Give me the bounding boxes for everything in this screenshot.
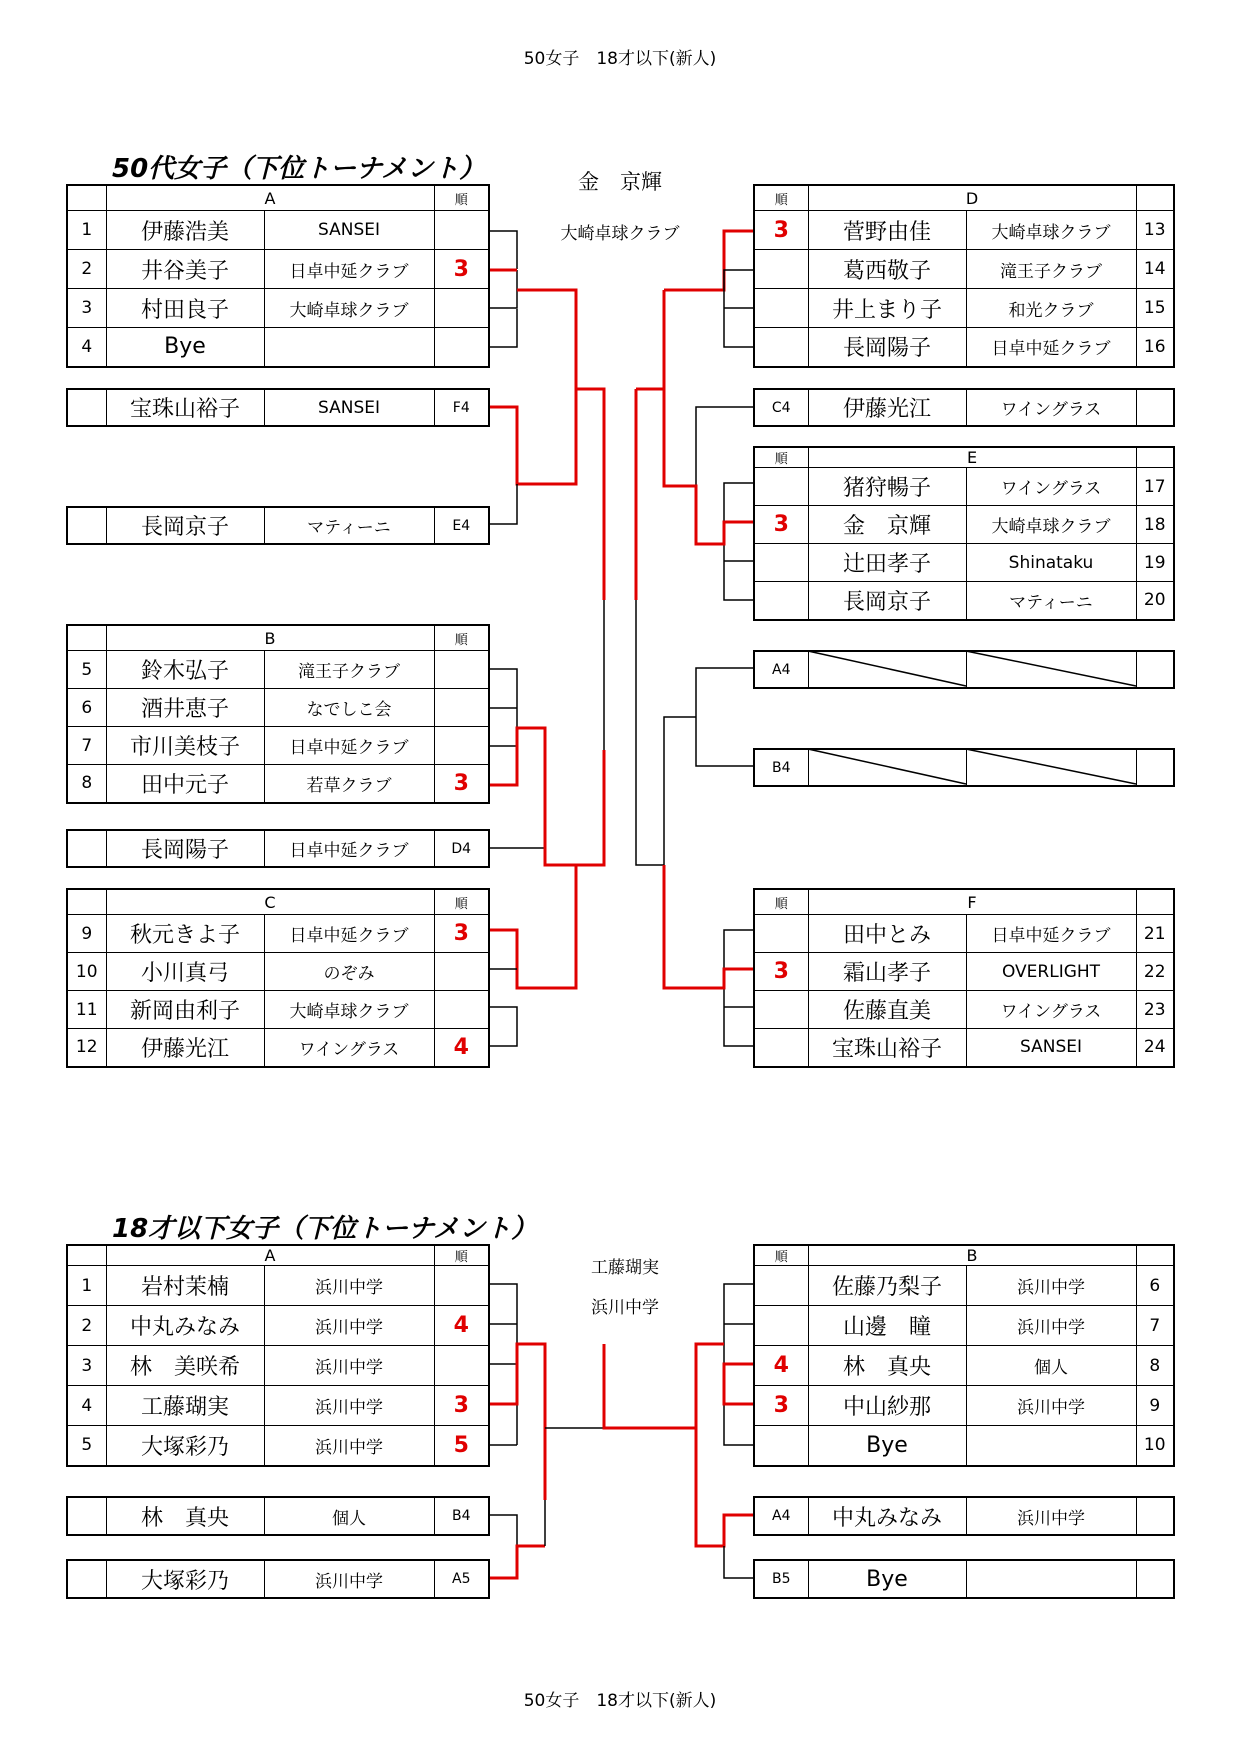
player-club: ワイングラス [966,389,1136,426]
player-club: 日卓中延クラブ [264,830,434,867]
player-no: 22 [1136,953,1174,991]
player-club: 滝王子クラブ [264,651,434,689]
player-name: 工藤瑚実 [106,1386,264,1426]
player-club: 個人 [966,1346,1136,1386]
group-label: B [808,1245,1136,1266]
player-club: ワイングラス [966,991,1136,1029]
winner-line [696,1344,724,1428]
player-rank: 3 [434,915,489,953]
strike-line [808,749,966,784]
player-club: 浜川中学 [966,1306,1136,1346]
bracket-connector [490,484,517,524]
player-name: 小川真弓 [106,953,264,991]
bracket-group-e [664,389,753,600]
player-club: SANSEI [264,389,434,426]
player-name: 岩村茉楠 [106,1266,264,1306]
winner-line [490,1546,545,1578]
player-rank: 3 [754,211,808,250]
bracket-connector [724,930,753,1046]
player-no: 14 [1136,250,1174,289]
player-club: 大崎卓球クラブ [264,991,434,1029]
player-no: 3 [67,1346,106,1386]
winner-line [576,750,604,865]
player-rank: 3 [754,506,808,544]
player-name: 霜山孝子 [808,953,966,991]
player-name: 林 真央 [808,1346,966,1386]
rank-header: 順 [754,185,808,211]
player-name: 佐藤直美 [808,991,966,1029]
upper-champion-club: 大崎卓球クラブ [560,224,680,244]
player-club: 日卓中延クラブ [264,915,434,953]
bracket-lower-right [696,1284,753,1578]
player-no: 7 [67,727,106,765]
player-no: 9 [1136,1386,1174,1426]
player-no: 9 [67,915,106,953]
bracket-connector [696,407,753,486]
player-rank: 4 [754,1346,808,1386]
player-no: 1 [67,211,106,250]
player-club: マティーニ [966,582,1136,620]
seed-label: C4 [754,389,808,426]
player-name: 猪狩暢子 [808,468,966,506]
bracket-connector [724,483,753,600]
player-name: 林 美咲希 [106,1346,264,1386]
player-name: 長岡陽子 [808,328,966,367]
player-name: 井上まり子 [808,289,966,328]
player-no: 21 [1136,915,1174,953]
player-club: 浜川中学 [264,1266,434,1306]
player-name: 宝珠山裕子 [808,1029,966,1067]
player-no: 8 [1136,1346,1174,1386]
player-club: のぞみ [264,953,434,991]
winner-line [490,389,576,484]
winner-line [636,290,664,389]
winner-line [545,816,576,865]
player-no: 23 [1136,991,1174,1029]
strike-line [808,651,966,686]
player-club: 大崎卓球クラブ [966,506,1136,544]
winner-line [724,1364,753,1404]
player-club: 浜川中学 [264,1306,434,1346]
player-name: 田中元子 [106,765,264,803]
player-no: 8 [67,765,106,803]
player-name: 伊藤光江 [808,389,966,426]
player-no: 7 [1136,1306,1174,1346]
player-name: 村田良子 [106,289,264,328]
player-club: 日卓中延クラブ [264,250,434,289]
winner-line [490,728,545,816]
bracket-connector [490,1007,517,1046]
player-name: Bye [808,1560,966,1598]
player-name: 辻田孝子 [808,544,966,582]
player-no: 13 [1136,211,1174,250]
player-club: 和光クラブ [966,289,1136,328]
winner-line [664,231,753,290]
player-name: 酒井恵子 [106,689,264,727]
group-label: D [808,185,1136,211]
group-label: F [808,889,1136,915]
player-club: マティーニ [264,507,434,544]
seed-label: A5 [434,1560,489,1598]
player-name: 佐藤乃梨子 [808,1266,966,1306]
player-rank: 3 [434,1386,489,1426]
bracket-lower-left [490,1284,696,1578]
rank-header: 順 [754,889,808,915]
player-name: 田中とみ [808,915,966,953]
player-no: 11 [67,991,106,1029]
seed-label: A4 [754,651,808,688]
page-footer: 50女子 18才以下(新人) [523,1691,717,1711]
player-no: 10 [67,953,106,991]
player-rank: 5 [434,1426,489,1466]
lower-champion-name: 工藤瑚実 [591,1258,659,1278]
bracket-connector [490,309,517,347]
player-no: 5 [67,1426,106,1466]
player-club: 大崎卓球クラブ [264,289,434,328]
player-name: Bye [106,328,264,367]
player-club: 浜川中学 [966,1386,1136,1426]
bracket-connector [490,1515,517,1578]
player-name: 長岡京子 [106,507,264,544]
player-club: 日卓中延クラブ [966,915,1136,953]
player-club: 浜川中学 [264,1560,434,1598]
bracket-group-a [490,231,517,347]
bracket-connector [696,668,753,766]
bracket-group-f [636,600,753,1046]
player-name: 長岡京子 [808,582,966,620]
player-club: 滝王子クラブ [966,250,1136,289]
player-club: SANSEI [264,211,434,250]
bracket-connector [490,270,517,308]
player-name: 山邊 瞳 [808,1306,966,1346]
bracket-connector [664,717,696,865]
player-name: 林 真央 [106,1497,264,1535]
player-club: 日卓中延クラブ [966,328,1136,367]
strike-line [966,749,1136,784]
player-no: 4 [67,1386,106,1426]
bracket-round-a-f4-e4 [490,290,604,600]
player-club: 日卓中延クラブ [264,727,434,765]
player-club: OVERLIGHT [966,953,1136,991]
player-rank: 3 [754,953,808,991]
player-club: 若草クラブ [264,765,434,803]
bracket-connector [490,816,545,848]
player-club: ワイングラス [264,1029,434,1067]
upper-title: 50代女子（下位トーナメント） [112,154,486,184]
rank-header: 順 [434,889,489,915]
player-rank: 4 [434,1306,489,1346]
rank-header: 順 [754,1245,808,1266]
player-name: 秋元きよ子 [106,915,264,953]
player-name: 中丸みなみ [808,1497,966,1535]
player-name: 中丸みなみ [106,1306,264,1346]
player-name: 鈴木弘子 [106,651,264,689]
player-club: 大崎卓球クラブ [966,211,1136,250]
rank-header: 順 [434,185,489,211]
winner-line [664,389,753,544]
player-no: 2 [67,250,106,289]
player-name: 伊藤光江 [106,1029,264,1067]
lower-champion-club: 浜川中学 [591,1298,659,1318]
winner-line [604,1344,696,1428]
player-name: 菅野由佳 [808,211,966,250]
player-club: ワイングラス [966,468,1136,506]
player-no: 4 [67,328,106,367]
winner-line [576,389,604,600]
player-no: 6 [1136,1266,1174,1306]
player-no: 20 [1136,582,1174,620]
player-no: 24 [1136,1029,1174,1067]
rank-header: 順 [434,625,489,651]
player-name: 伊藤浩美 [106,211,264,250]
player-rank: 4 [434,1029,489,1067]
player-name: 大塚彩乃 [106,1426,264,1466]
player-rank: 3 [434,250,489,289]
seed-label: B4 [434,1497,489,1535]
player-club: SANSEI [966,1029,1136,1067]
player-name: Bye [808,1426,966,1466]
group-label: A [106,1245,434,1266]
bracket-connector [490,231,517,269]
player-no: 2 [67,1306,106,1346]
player-club: 浜川中学 [264,1426,434,1466]
page-header: 50女子 18才以下(新人) [523,49,717,69]
player-no: 16 [1136,328,1174,367]
empty-slot-strikes [808,651,1136,784]
seed-label: B5 [754,1560,808,1598]
group-label: B [106,625,434,651]
rank-header: 順 [434,1245,489,1266]
player-no: 10 [1136,1426,1174,1466]
player-club: 浜川中学 [264,1346,434,1386]
seed-label: E4 [434,507,489,544]
player-club: 浜川中学 [966,1497,1136,1535]
seed-label: A4 [754,1497,808,1535]
player-no: 1 [67,1266,106,1306]
player-name: 大塚彩乃 [106,1560,264,1598]
bracket-connector [490,669,517,785]
winner-line [517,290,576,389]
player-name: 金 京輝 [808,506,966,544]
player-no: 18 [1136,506,1174,544]
seed-label: B4 [754,749,808,786]
player-name: 葛西敬子 [808,250,966,289]
player-club: 浜川中学 [264,1386,434,1426]
bracket-group-c [490,600,604,1046]
player-name: 宝珠山裕子 [106,389,264,426]
lower-title: 18才以下女子（下位トーナメント） [112,1214,538,1244]
player-name: 井谷美子 [106,250,264,289]
player-name: 新岡由利子 [106,991,264,1029]
rank-header: 順 [754,447,808,468]
group-label: A [106,185,434,211]
player-no: 6 [67,689,106,727]
player-club: なでしこ会 [264,689,434,727]
group-label: E [808,447,1136,468]
bracket-connector [724,1546,753,1578]
bracket-group-b [490,669,576,865]
player-name: 市川美枝子 [106,727,264,765]
winner-line [664,865,753,988]
player-name: 中山紗那 [808,1386,966,1426]
player-no: 17 [1136,468,1174,506]
player-club: Shinataku [966,544,1136,582]
player-club: 浜川中学 [966,1266,1136,1306]
seed-label: F4 [434,389,489,426]
player-no: 12 [67,1029,106,1067]
player-no: 19 [1136,544,1174,582]
player-rank: 3 [754,1386,808,1426]
strike-line [966,651,1136,686]
seed-label: D4 [434,830,489,867]
player-no: 15 [1136,289,1174,328]
group-label: C [106,889,434,915]
player-no: 5 [67,651,106,689]
bracket-connector [636,600,664,865]
player-rank: 3 [434,765,489,803]
upper-champion-name: 金 京輝 [578,170,662,194]
player-club: 個人 [264,1497,434,1535]
player-no: 3 [67,289,106,328]
player-name: 長岡陽子 [106,830,264,867]
